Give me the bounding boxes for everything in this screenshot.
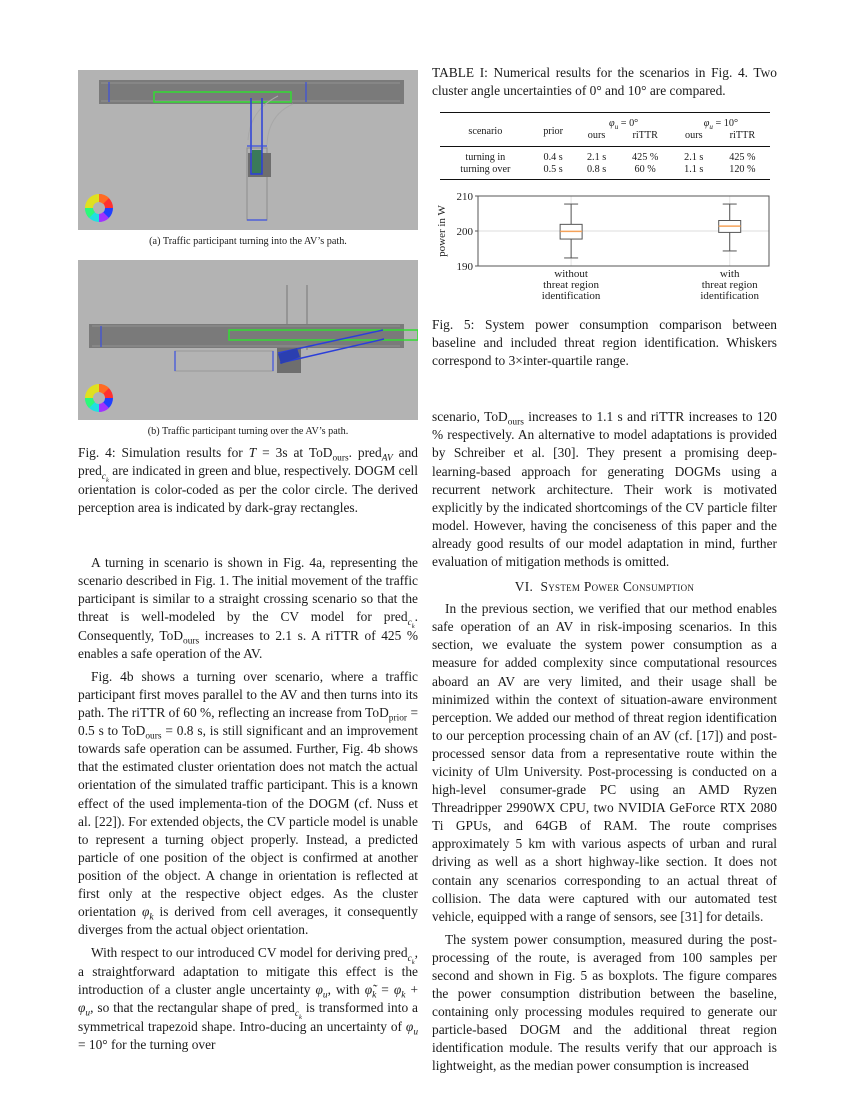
header-text: = 10° xyxy=(712,118,739,129)
text: A turning in scenario is shown in Fig. 4a, representing the scenario described in Fig. 1. The initial movement of the traffic participant is similar to a straight crossing scenario so that the threat is well-modeled by the CV model for pred xyxy=(78,554,418,625)
subscript: ours xyxy=(183,636,200,647)
subscript: AV xyxy=(381,453,393,464)
figure-4b-simulation xyxy=(78,260,418,420)
x-tick-label: with xyxy=(719,268,740,280)
subscript: k xyxy=(299,1013,302,1021)
road-curve xyxy=(267,104,293,145)
header-riTTR: riTTR xyxy=(715,130,769,147)
y-axis-label: power in W xyxy=(436,205,448,257)
text: , so that the rectangular shape of pred xyxy=(90,999,295,1015)
text: . Consequently, ToD xyxy=(78,609,418,643)
math-var: φ̃ xyxy=(364,981,373,997)
table-row xyxy=(440,147,770,164)
header-riTTR: riTTR xyxy=(618,130,672,147)
figure-4a-simulation xyxy=(78,70,418,230)
text: increases to 1.1 s and riTTR increases to 120 % respectively. An alternative to model adaptations is provided by Schreiber et al. [30]. They present a promising deep-learning-based approach for generating DOGMs using a recurrent network architecture. Their work is motivated explicitly by the indicated shortcomings of the CV particle filter model. However, having the conciseness of this paper and the already good results of our model adaptation in mind, further evaluation of mitigation methods is omitted. xyxy=(432,409,777,570)
header-scenario: scenario xyxy=(440,113,532,147)
caption-text: and pred xyxy=(78,445,418,479)
subscript: u xyxy=(85,1008,91,1019)
text: = 0.5 s to ToD xyxy=(78,705,418,739)
cell-scenario: turning over xyxy=(440,164,532,180)
math-var: φ xyxy=(141,904,150,920)
cell-prior: 0.5 s xyxy=(531,164,575,180)
text: + xyxy=(405,981,419,997)
table-row xyxy=(440,164,770,180)
caption-text: Fig. 4: Simulation results for xyxy=(78,445,249,460)
color-wheel-icon xyxy=(85,194,113,222)
results-table xyxy=(440,112,770,180)
figure-4b-canvas xyxy=(78,260,418,420)
subscript: k xyxy=(149,912,154,923)
text: With respect to our introduced CV model for deriving pred xyxy=(91,945,408,961)
text: , with xyxy=(327,981,365,997)
header-group-10deg xyxy=(672,113,769,130)
math-var: φ xyxy=(78,999,86,1015)
subscript: u xyxy=(322,990,328,1001)
subscript: k xyxy=(372,990,377,1001)
cell-riTTR-0: 425 % xyxy=(632,152,659,163)
figure-4b-caption: (b) Traffic participant turning over the AV’s path. xyxy=(147,426,349,437)
text: scenario, ToD xyxy=(432,409,508,425)
header-ours: ours xyxy=(672,130,715,147)
subscript: k xyxy=(411,622,415,630)
color-wheel-icon xyxy=(85,384,113,412)
section-title: System Power Consumption xyxy=(540,579,695,595)
subscript: c xyxy=(294,1008,300,1019)
cell-ours-0: 2.1 s xyxy=(586,152,607,163)
section-number: VI. xyxy=(514,579,534,595)
cell-ours-10: 1.1 s xyxy=(672,164,715,180)
subscript: k xyxy=(401,990,406,1001)
text: Fig. 4b shows a turning over scenario, where a traffic participant first moves parallel to the AV and then turns into its path. The riTTR of 60 %, reflecting an increase from ToD xyxy=(78,668,418,721)
subscript: c xyxy=(407,953,412,964)
figure-5-boxplot xyxy=(432,192,777,312)
subscript: u xyxy=(413,1027,418,1038)
y-tick-label: 200 xyxy=(456,226,473,238)
header-group-0deg xyxy=(575,113,672,130)
math-var: φ xyxy=(405,1018,414,1034)
cell-prior: 0.4 s xyxy=(543,152,563,163)
math-var: φ xyxy=(609,118,615,129)
cell-riTTR-0: 60 % xyxy=(618,164,672,180)
cell-ours-0: 0.8 s xyxy=(575,164,618,180)
text: is derived from cell averages, it consequently diverges from the actual object orientation. xyxy=(78,904,418,938)
x-tick-label: threat region xyxy=(543,279,600,291)
section-paragraph-1: In the previous section, we verified that our method enables safe operation of an AV in risk-imposing scenarios. In this section, we evaluate the system power consumption as a measure for added complexity since computational resources aboard an AV are very limited, and their usage shall be minimized within the context of situation-aware environment perception. We added our method of threat region identification to our perception processing chain of an AV (cf. [17]) and post-processed sensor data from a representative route within the vicinity of Ulm University. Post-processing is conducted on a high-level consumer-grade PC using an AMD Ryzen Threadripper 2990WX CPU, two NVIDIA GeForce RTX 2080 Ti GPUs, and 64GB of RAM. The route comprises approximately 5 km with various aspects of urban and rural driving as well as a short highway-like section. It does not contain any scenarios corresponding to an actual threat of collision. The data were captured with our automated test vehicle, equipped with a range of sensors, see [31] for details. xyxy=(432,601,777,924)
table-1-caption: TABLE I: Numerical results for the scenarios in Fig. 4. Two cluster angle uncertainties of 0° and 10° are compared. xyxy=(432,65,777,98)
subscript: ours xyxy=(145,731,162,742)
math-var: T xyxy=(248,445,257,460)
subscript: prior xyxy=(388,713,408,724)
header-text: = 0° xyxy=(618,118,639,129)
text: is transformed into a symmetrical trapezoid shape. Intro-ducing an uncertainty of xyxy=(78,999,418,1034)
section-paragraph-2: The system power consumption, measured during the post-processing of the route, is averaged from 100 samples per second and shown in Fig. 5 as boxplots. The figure compares the power consumption distribution between the baseline, containing only processing modules required to generate our particle-based DOGM and the additional threat region identification module. The results verify that our approach is lightweight, as the median power consumption is increased xyxy=(432,931,777,1074)
figure-4a-canvas xyxy=(78,70,418,230)
body-paragraph-continued xyxy=(432,408,777,571)
subscript: u xyxy=(614,123,619,132)
cell-riTTR-10: 120 % xyxy=(715,164,769,180)
text: = 10° for the turning over xyxy=(78,1036,216,1052)
subscript: k xyxy=(105,476,109,484)
subscript: ours xyxy=(507,417,524,428)
right-column xyxy=(432,64,777,1076)
cell-ours-10: 2.1 s xyxy=(684,152,704,163)
figure-4a-caption: (a) Traffic participant turning into the AV’s path. xyxy=(149,236,347,247)
body-paragraph-2 xyxy=(78,668,418,939)
subscript: c xyxy=(407,617,412,628)
figure-5-caption: Fig. 5: System power consumption comparison between baseline and included threat region identification. Whiskers correspond to 3×inter-quartile range. xyxy=(432,317,777,369)
text: = xyxy=(376,981,394,997)
body-paragraph-1 xyxy=(78,554,418,663)
table-header-row xyxy=(440,113,770,130)
text: , a straightforward adaptation to mitigate this effect is the introduction of a cluster angle uncertainty xyxy=(78,945,418,997)
header-ours: ours xyxy=(575,130,618,147)
math-var: φ xyxy=(315,981,323,997)
figure-4-caption xyxy=(78,444,418,517)
subscript: c xyxy=(101,471,106,482)
section-heading xyxy=(432,579,777,595)
caption-text: = 3s at ToD xyxy=(256,445,333,460)
x-tick-label: without xyxy=(554,268,588,280)
left-column xyxy=(78,68,418,1054)
math-var: φ xyxy=(703,118,710,129)
y-tick-label: 190 xyxy=(456,261,473,273)
text: increases to 2.1 s. A riTTR of 425 % enables a safe operation of the AV. xyxy=(78,627,418,661)
perception-area-lower xyxy=(175,351,273,371)
header-prior: prior xyxy=(531,113,575,147)
traffic-participant xyxy=(252,150,262,174)
y-tick-label: 210 xyxy=(456,192,473,203)
caption-text: are indicated in green and blue, respectively. DOGM cell orientation is color-coded as per the color circle. The derived perception area is indicated by dark-gray rectangles. xyxy=(78,463,418,515)
caption-text: . pred xyxy=(348,445,382,460)
cell-scenario: turning in xyxy=(465,152,506,163)
body-paragraph-3 xyxy=(78,944,418,1053)
x-tick-label: identification xyxy=(541,290,601,302)
math-var: φ xyxy=(393,981,402,997)
x-tick-label: threat region xyxy=(701,279,758,291)
cell-riTTR-10: 425 % xyxy=(729,152,756,163)
x-tick-label: identification xyxy=(700,290,760,302)
text: = 0.8 s, is still significant and an improvement towards safe operation can be assumed. Further, Fig. 4b shows that the estimated cluster orientation does not match the actual orientation of the simulated traffic participant. This is a known effect of the used implementa-tion of the DOGM (cf. Nuss et al. [22]). For extended objects, the CV particle model is unable to represent a turning object properly. Instead, a predicted particle of one position of the object is confirmed at another position of the object. A change in orientation is reflected at first only at the respective object edges. As the cluster orientation xyxy=(78,723,418,920)
subscript: u xyxy=(709,123,713,132)
subscript: k xyxy=(411,958,415,966)
subscript: ours xyxy=(332,453,349,464)
